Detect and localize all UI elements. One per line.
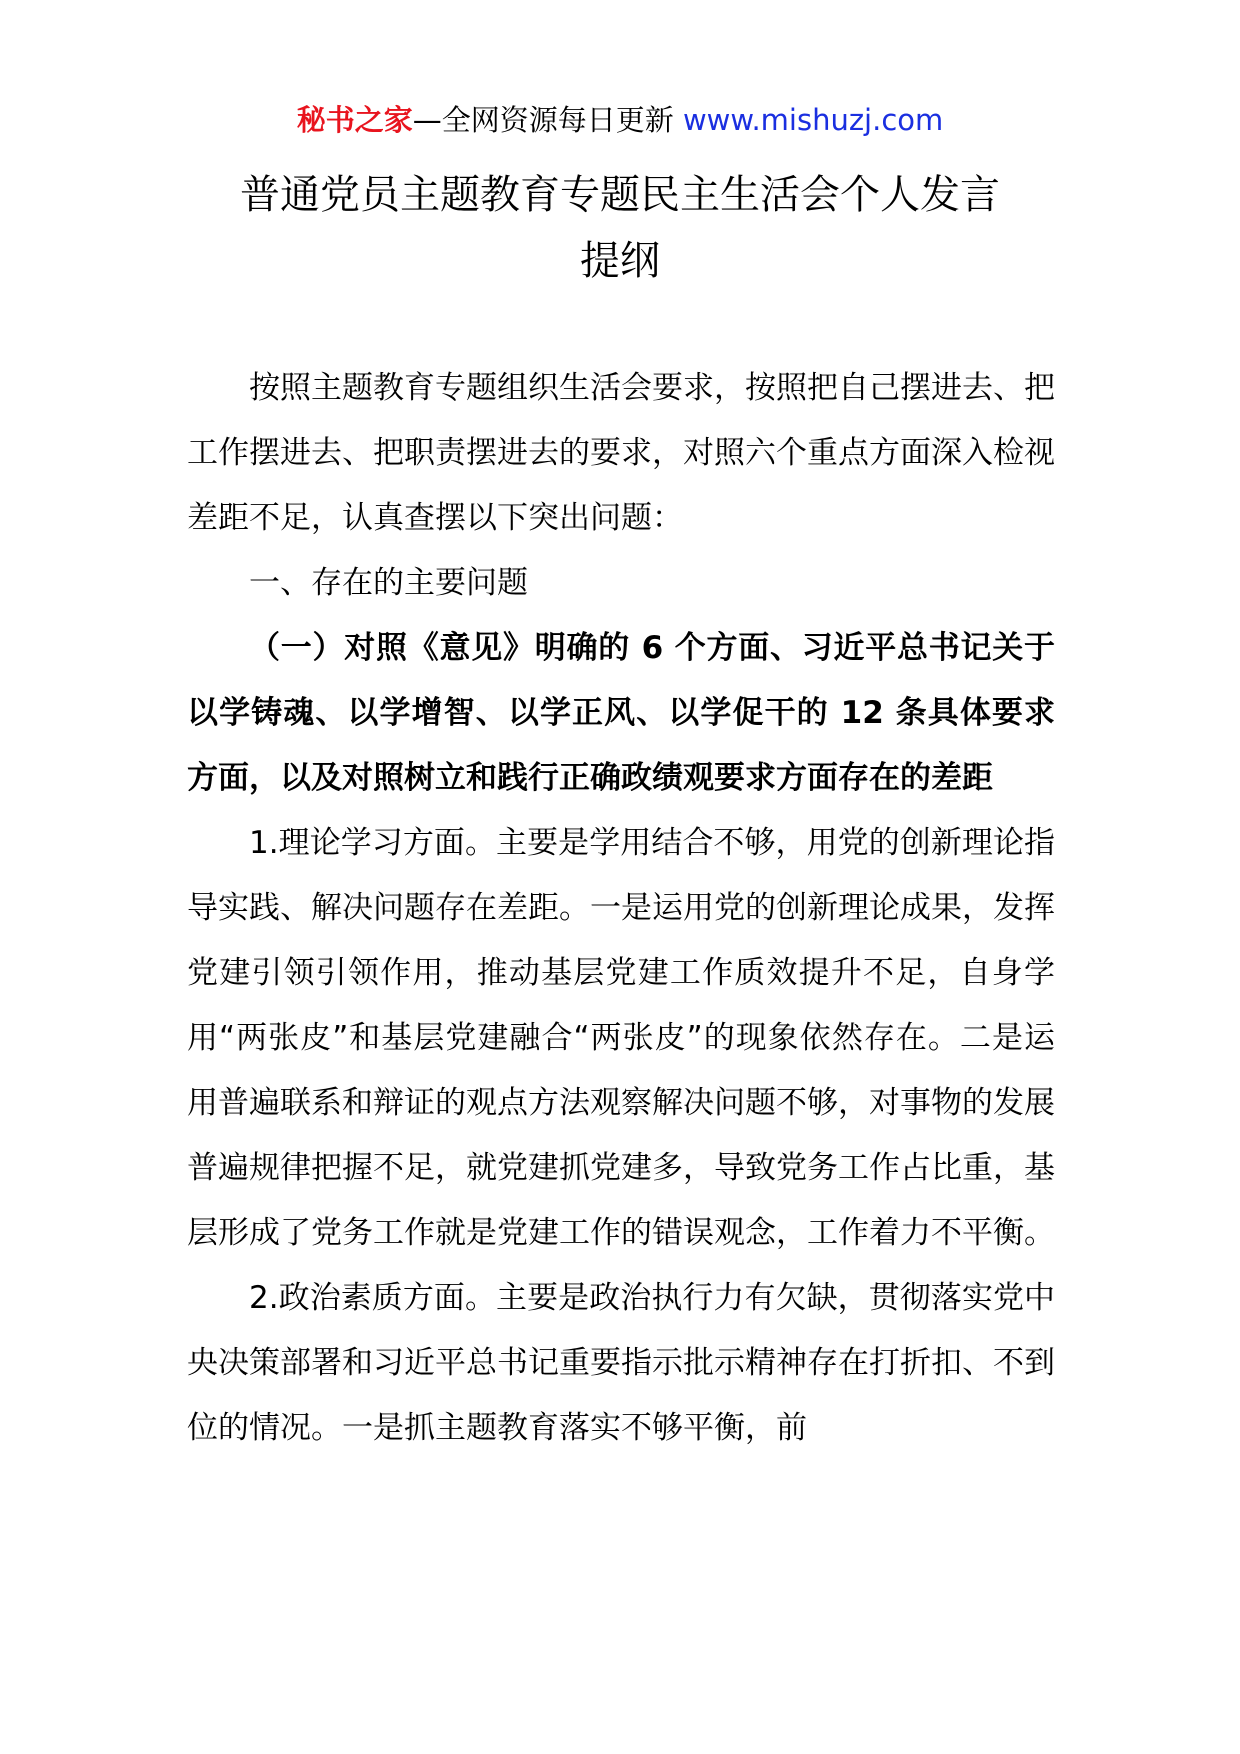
subsection-heading: （一）对照《意见》明确的 6 个方面、习近平总书记关于以学铸魂、以学增智、以学正风、以学促干的 12 条具体要求方面，以及对照树立和践行正确政绩观要求方面存在的差距 bbox=[187, 630, 1055, 796]
title-line-2: 提纲 bbox=[580, 238, 660, 284]
title-line-1: 普通党员主题教育专题民主生活会个人发言 bbox=[240, 172, 1000, 218]
brand-name: 秘书之家 bbox=[296, 103, 413, 137]
document-body bbox=[187, 356, 1055, 1461]
body-paragraph-political-quality: 2.政治素质方面。主要是政治执行力有欠缺，贯彻落实党中央决策部署和习近平总书记重要指示批示精神存在打折扣、不到位的情况。一是抓主题教育落实不够平衡，前 bbox=[187, 1280, 1055, 1446]
site-header bbox=[0, 100, 1240, 140]
body-paragraph-theory-study: 1.理论学习方面。主要是学用结合不够，用党的创新理论指导实践、解决问题存在差距。一是运用党的创新理论成果，发挥党建引领引领作用，推动基层党建工作质效提升不足，自身学用“两张皮”和基层党建融合“两张皮”的现象依然存在。二是运用普遍联系和辩证的观点方法观察解决问题不够，对事物的发展普遍规律把握不足，就党建抓党建多，导致党务工作占比重，基层形成了党务工作就是党建工作的错误观念，工作着力不平衡。 bbox=[187, 825, 1055, 1251]
site-url-link[interactable]: www.mishuzj.com bbox=[682, 103, 944, 137]
section-heading: 一、存在的主要问题 bbox=[249, 565, 528, 601]
document-title bbox=[0, 162, 1240, 294]
intro-paragraph: 按照主题教育专题组织生活会要求，按照把自己摆进去、把工作摆进去、把职责摆进去的要求，对照六个重点方面深入检视差距不足，认真查摆以下突出问题： bbox=[187, 370, 1055, 536]
header-tagline: —全网资源每日更新 bbox=[412, 103, 683, 137]
